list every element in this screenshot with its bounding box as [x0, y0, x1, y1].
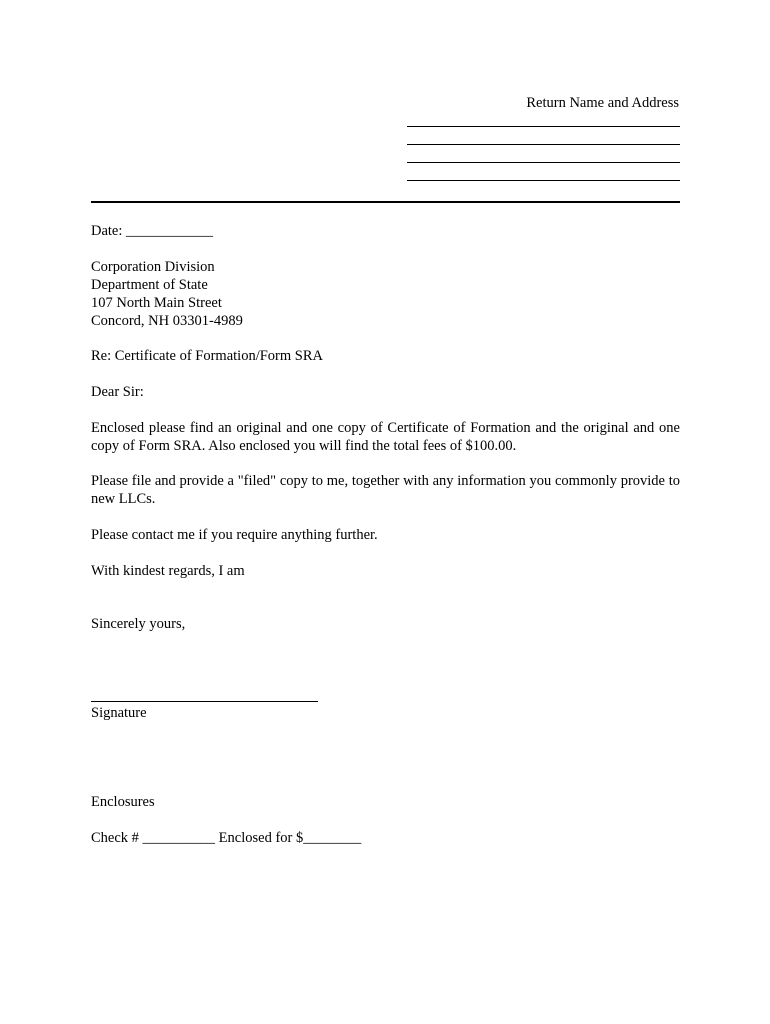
salutation: Dear Sir:	[91, 384, 144, 400]
recipient-line-4: Concord, NH 03301-4989	[91, 313, 243, 329]
recipient-line-1: Corporation Division	[91, 259, 215, 275]
return-address-line-3	[407, 162, 680, 163]
signature-label: Signature	[91, 705, 147, 721]
signature-line	[91, 701, 318, 702]
body-paragraph-3: Please contact me if you require anything further.	[91, 527, 378, 543]
subject-line: Re: Certificate of Formation/Form SRA	[91, 348, 323, 364]
recipient-line-3: 107 North Main Street	[91, 295, 222, 311]
return-address-line-4	[407, 180, 680, 181]
return-address-label: Return Name and Address	[526, 95, 679, 111]
recipient-line-2: Department of State	[91, 277, 208, 293]
enclosures-label: Enclosures	[91, 794, 155, 810]
return-address-line-2	[407, 144, 680, 145]
recipient-address	[91, 258, 680, 330]
check-line: Check # __________ Enclosed for $________	[91, 830, 362, 846]
body-paragraph-4: With kindest regards, I am	[91, 563, 245, 579]
header-divider	[91, 201, 680, 203]
date-line: Date: ____________	[91, 223, 214, 239]
return-address-line-1	[407, 126, 680, 127]
body-paragraph-1: Enclosed please find an original and one copy of Certificate of Formation and the original and one copy of Form SRA. Also enclosed you will find the total fees of $100.00.	[91, 420, 680, 454]
closing: Sincerely yours,	[91, 616, 186, 632]
body-paragraph-2: Please file and provide a "filed" copy to me, together with any information you commonly provide to new LLCs.	[91, 473, 680, 507]
